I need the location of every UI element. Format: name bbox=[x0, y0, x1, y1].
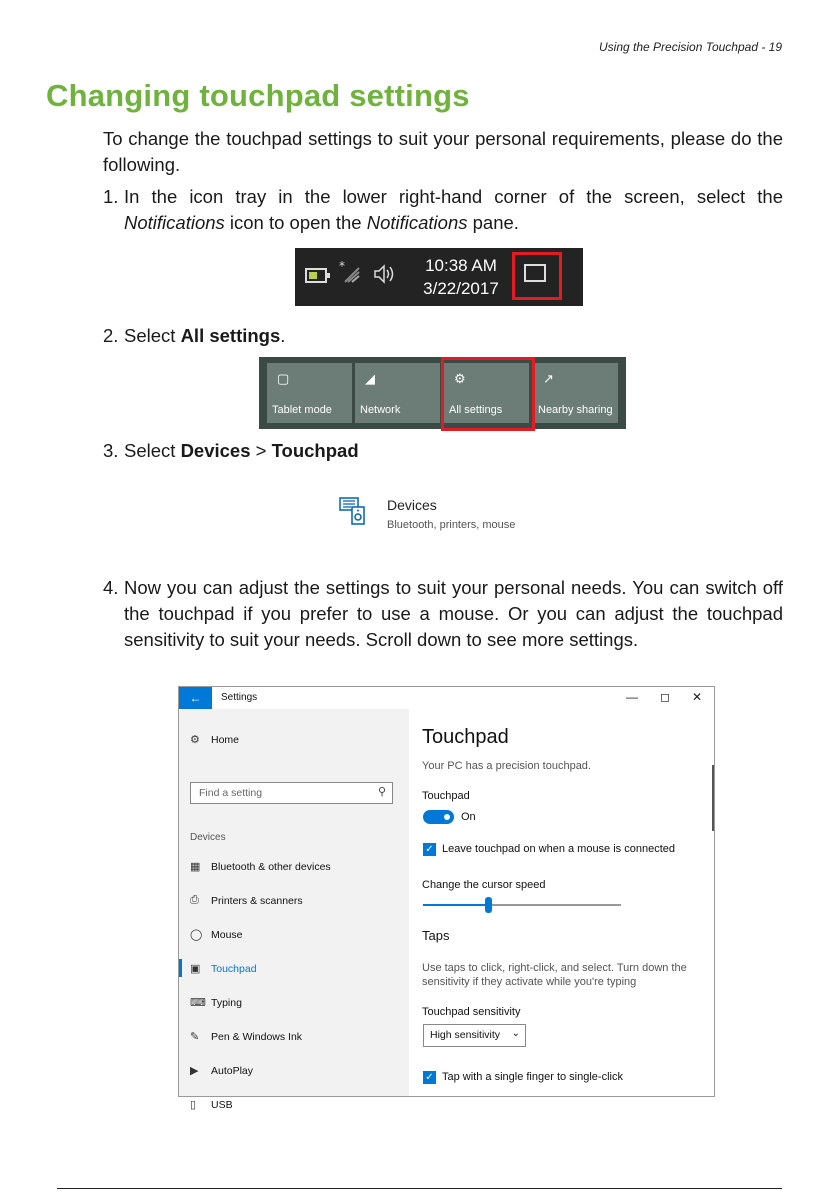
check-icon: ✓ bbox=[425, 844, 434, 855]
settings-window-screenshot bbox=[178, 686, 715, 1111]
devices-subtitle: Bluetooth, printers, mouse bbox=[387, 519, 516, 531]
volume-icon bbox=[373, 264, 397, 289]
search-input[interactable] bbox=[190, 782, 393, 804]
step-4 bbox=[103, 575, 783, 653]
gear-icon: ⚙ bbox=[190, 734, 200, 746]
tile-label: All settings bbox=[449, 404, 503, 416]
nav-label: Printers & scanners bbox=[211, 895, 303, 907]
tile-label: Nearby sharing bbox=[538, 404, 613, 416]
mouse-icon: ◯ bbox=[190, 929, 203, 941]
chevron-down-icon: ⌄ bbox=[511, 1028, 520, 1039]
devices-screenshot[interactable] bbox=[339, 494, 539, 534]
search-placeholder: Find a setting bbox=[199, 787, 263, 799]
active-indicator bbox=[179, 959, 182, 977]
toggle-label: Touchpad bbox=[422, 790, 470, 802]
nav-group-label: Devices bbox=[190, 832, 226, 843]
pen-icon: ✎ bbox=[190, 1031, 200, 1043]
printer-icon: ⎙ bbox=[190, 894, 199, 906]
check-icon: ✓ bbox=[425, 1072, 434, 1083]
cursor-speed-slider[interactable] bbox=[423, 904, 621, 906]
nav-label: Touchpad bbox=[211, 963, 257, 975]
cursor-speed-label: Change the cursor speed bbox=[422, 879, 546, 891]
wifi-icon bbox=[339, 260, 361, 287]
arrow-left-icon: ← bbox=[189, 691, 202, 705]
tray-date: 3/22/2017 bbox=[423, 279, 499, 298]
step-number: 2. bbox=[103, 325, 119, 346]
tile-nearby-sharing[interactable] bbox=[533, 363, 618, 423]
svg-text:*: * bbox=[339, 259, 345, 273]
nav-label: Home bbox=[211, 734, 240, 746]
intro-paragraph: To change the touchpad settings to suit your personal requirements, please do the following. bbox=[103, 128, 783, 175]
step-3 bbox=[103, 438, 783, 464]
tile-label: Tablet mode bbox=[272, 404, 332, 416]
slider-fill bbox=[423, 904, 488, 906]
touchpad-icon: ▣ bbox=[190, 963, 201, 975]
leave-on-label: Leave touchpad on when a mouse is connected bbox=[442, 843, 675, 855]
tile-network[interactable] bbox=[355, 363, 440, 423]
nav-label: AutoPlay bbox=[211, 1065, 254, 1077]
notifications-icon bbox=[524, 264, 546, 282]
usb-icon: ▯ bbox=[190, 1099, 197, 1111]
taps-heading: Taps bbox=[422, 928, 450, 943]
settings-sidebar bbox=[179, 709, 409, 1111]
gear-icon: ⚙ bbox=[454, 371, 466, 386]
maximize-button[interactable] bbox=[660, 690, 670, 704]
network-icon: ◢ bbox=[365, 371, 375, 386]
taps-description: Use taps to click, right-click, and select. Turn down the sensitivity if they activate while you're typing bbox=[422, 962, 687, 988]
tablet-icon: ▢ bbox=[277, 371, 290, 386]
share-icon: ↗ bbox=[543, 371, 554, 386]
page-title: Touchpad bbox=[422, 726, 509, 748]
scrollbar[interactable] bbox=[712, 765, 714, 831]
step-text: Select Devices > Touchpad bbox=[124, 440, 359, 461]
devices-icon bbox=[339, 495, 367, 525]
minimize-icon: — bbox=[626, 690, 638, 704]
nav-label: Typing bbox=[211, 997, 242, 1009]
sensitivity-label: Touchpad sensitivity bbox=[422, 1006, 521, 1018]
sensitivity-select[interactable] bbox=[423, 1024, 526, 1047]
single-tap-label: Tap with a single finger to single-click bbox=[442, 1071, 623, 1083]
autoplay-icon: ▶ bbox=[190, 1065, 199, 1077]
all-settings-highlight bbox=[441, 357, 535, 431]
touchpad-toggle[interactable] bbox=[423, 810, 454, 824]
footer-rule bbox=[57, 1188, 782, 1189]
close-icon: ✕ bbox=[692, 690, 703, 704]
notifications-highlight[interactable] bbox=[512, 252, 562, 300]
close-button[interactable] bbox=[692, 690, 702, 704]
tray-time: 10:38 AM bbox=[425, 256, 497, 275]
window-title: Settings bbox=[221, 692, 258, 703]
minimize-button[interactable] bbox=[626, 690, 638, 704]
title-bar bbox=[179, 687, 714, 709]
taskbar-tray-screenshot bbox=[295, 248, 583, 306]
leave-on-checkbox[interactable] bbox=[423, 843, 436, 856]
search-icon: ⚲ bbox=[377, 786, 386, 798]
nav-label: Mouse bbox=[211, 929, 243, 941]
slider-thumb[interactable] bbox=[485, 897, 492, 913]
nav-label: USB bbox=[211, 1099, 233, 1111]
nav-label: Bluetooth & other devices bbox=[211, 861, 331, 873]
page-subtitle: Your PC has a precision touchpad. bbox=[422, 760, 591, 772]
keyboard-icon: ⌨ bbox=[190, 997, 206, 1009]
running-header: Using the Precision Touchpad - 19 bbox=[599, 40, 782, 54]
bluetooth-icon: ▦ bbox=[190, 861, 201, 873]
settings-main bbox=[422, 709, 714, 1096]
sensitivity-value: High sensitivity bbox=[430, 1029, 501, 1041]
step-text: Now you can adjust the settings to suit your personal needs. You can switch off the touchpad if you prefer to use a mouse. Or you can adjust the touchpad sensitivity to suit your needs. Scroll down to see more settings. bbox=[124, 577, 783, 650]
tile-tablet-mode[interactable] bbox=[267, 363, 352, 423]
battery-icon bbox=[305, 268, 327, 283]
single-tap-checkbox[interactable] bbox=[423, 1071, 436, 1084]
back-button[interactable] bbox=[179, 687, 212, 709]
maximize-icon: ◻ bbox=[660, 690, 670, 704]
step-number: 1. bbox=[103, 186, 119, 207]
step-number: 3. bbox=[103, 440, 119, 461]
toggle-state: On bbox=[461, 811, 476, 823]
step-2 bbox=[103, 323, 783, 349]
section-title: Changing touchpad settings bbox=[46, 78, 470, 113]
action-center-screenshot bbox=[259, 357, 626, 429]
step-text: Select All settings. bbox=[124, 325, 286, 346]
tray-clock[interactable] bbox=[417, 254, 505, 300]
devices-title: Devices bbox=[387, 497, 437, 513]
step-text: In the icon tray in the lower right-hand corner of the screen, select the Notifications icon to open the Notifications pane. bbox=[124, 186, 783, 233]
nav-label: Pen & Windows Ink bbox=[211, 1031, 303, 1043]
step-number: 4. bbox=[103, 577, 119, 598]
step-1 bbox=[103, 184, 783, 236]
tile-label: Network bbox=[360, 404, 401, 416]
